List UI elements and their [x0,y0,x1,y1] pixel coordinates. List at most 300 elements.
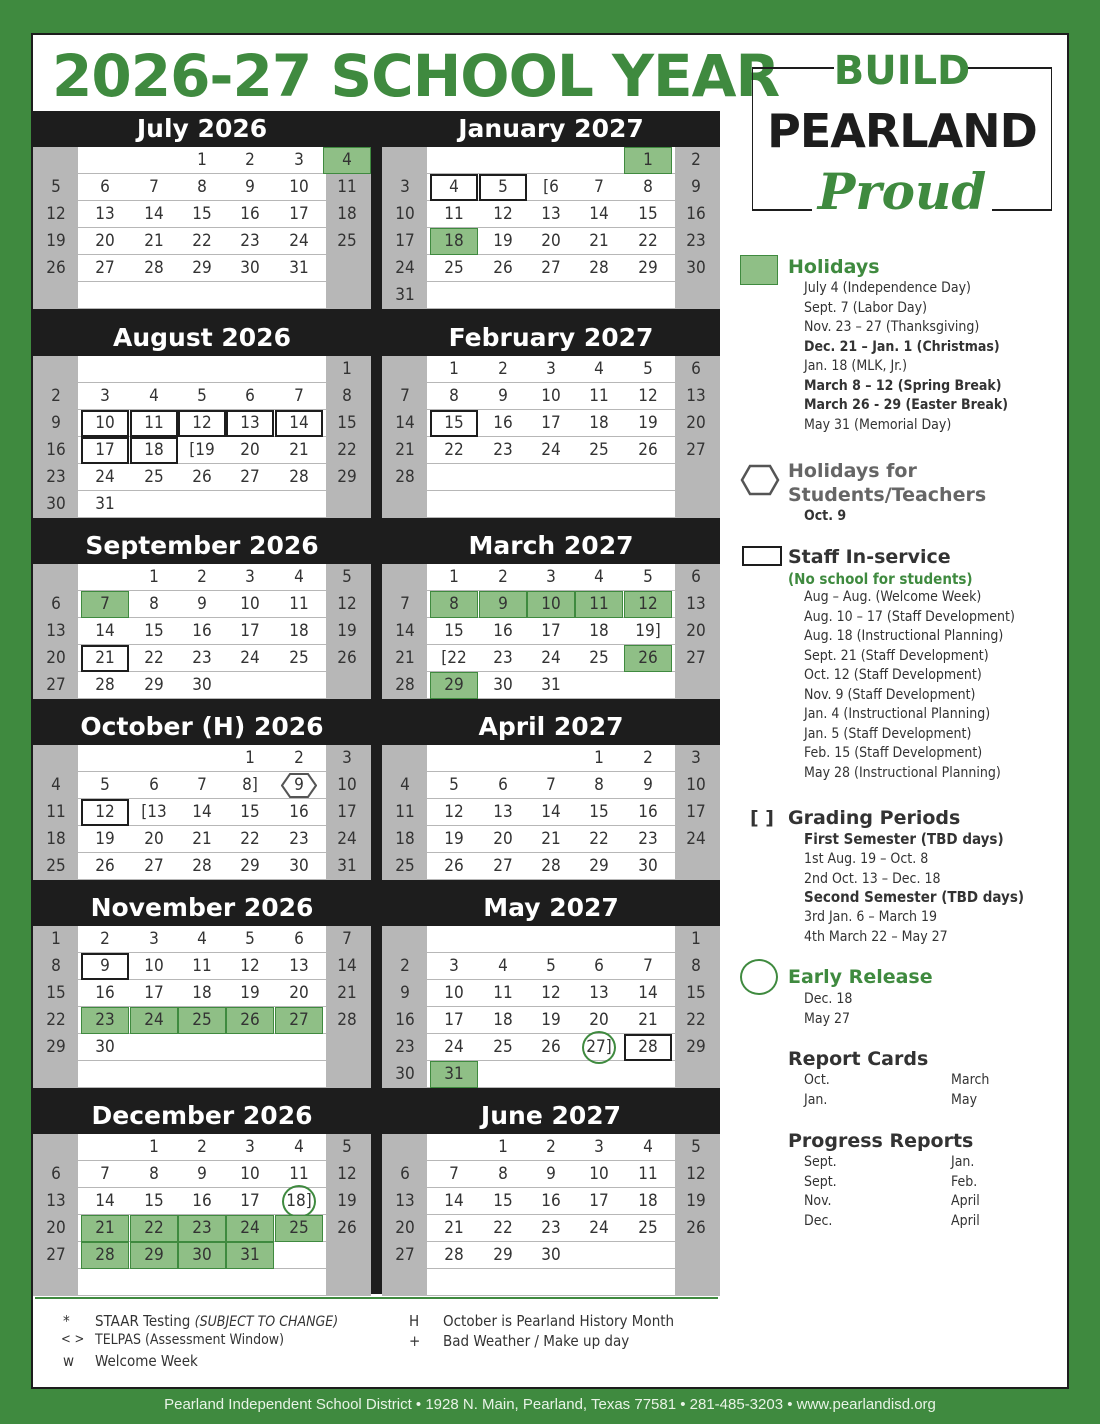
day-cell: 10 [240,1164,260,1184]
day-cell: 18] [275,1188,323,1215]
month-header: April 2027 [382,709,720,745]
day-cell: 21 [395,440,415,460]
day-cell: 10 [337,775,357,795]
day-cell: 29 [192,258,212,278]
note-5-symbol: + [409,1332,421,1350]
note-1-symbol: * [63,1312,70,1330]
day-cell [226,282,274,309]
day-cell: 21 [395,648,415,668]
day-cell: 23 [81,1007,129,1034]
day-cell: 28 [144,258,164,278]
day-cell: 27 [275,1007,323,1034]
brand-proud: Proud [817,162,987,221]
week-row [382,826,720,853]
month-header: July 2026 [33,111,371,147]
day-cell: 4 [294,567,304,587]
day-cell: 22 [686,1010,706,1030]
day-cell: 12 [638,386,658,406]
day-cell: 25 [589,648,609,668]
day-cell [575,926,623,953]
day-cell: 27 [686,440,706,460]
inservice-item: Nov. 9 (Staff Development) [804,686,976,703]
day-cell: 16 [541,1191,561,1211]
day-cell: 6 [294,929,304,949]
day-cell: 18 [493,1010,513,1030]
day-cell: 10 [81,410,129,437]
week-row [382,410,720,437]
day-cell: 1 [149,1137,159,1157]
day-cell: 18 [395,829,415,849]
month-april-2027 [382,709,720,880]
day-cell: 29 [240,856,260,876]
day-cell [81,564,129,591]
day-cell [575,464,623,491]
week-row [33,953,371,980]
day-cell [323,1061,371,1088]
day-cell: 23 [638,829,658,849]
day-cell: 15 [144,1191,164,1211]
day-cell: 8] [242,775,258,795]
day-cell: 7 [400,386,410,406]
day-cell: 30 [493,675,513,695]
day-cell: 24 [289,231,309,251]
progress-reports-right [883,1153,1033,1231]
page-title: 2026-27 SCHOOL YEAR [52,42,780,110]
note-3-text: Welcome Week [95,1352,198,1370]
footer: Pearland Independent School District • 1928 N. Main, Pearland, Texas 77581 • 281-485-3203 • www.pearlandisd.org [164,1396,936,1413]
day-cell: 3 [594,1137,604,1157]
month-header: October (H) 2026 [33,709,371,745]
month-november-2026 [33,890,371,1088]
day-cell: 20 [144,829,164,849]
inservice-item: Jan. 4 (Instructional Planning) [804,706,991,722]
day-cell: 20 [541,231,561,251]
week-row [382,356,720,383]
day-cell [323,1242,371,1269]
day-cell: 16 [638,802,658,822]
day-cell: 21 [81,1215,129,1242]
day-cell [381,491,429,518]
grading-sem1: First Semester (TBD days) [804,830,1004,848]
day-cell: 5 [342,1137,352,1157]
week-row [33,147,371,174]
month-january-2027 [382,111,720,309]
day-cell [323,1034,371,1061]
day-cell [479,282,527,309]
day-cell [226,491,274,518]
day-cell: 25 [395,856,415,876]
holidays-title: Holidays [788,256,880,278]
month-october-h-2026 [33,709,371,880]
holiday-item: Jan. 18 (MLK, Jr.) [804,358,908,374]
week-row [33,228,371,255]
holiday-item: May 31 (Memorial Day) [804,416,952,433]
week-row [382,1188,720,1215]
day-cell: 5 [643,359,653,379]
day-cell [130,147,178,174]
progress-report-item: Nov. [804,1193,832,1209]
day-cell: 24 [337,829,357,849]
st-holidays-title-1: Holidays for [788,460,917,482]
day-cell: 11 [638,1164,658,1184]
day-cell [323,255,371,282]
month-december-2026 [33,1098,371,1296]
week-row [33,826,371,853]
month-days [33,147,371,309]
week-row [33,672,371,699]
day-cell: 19 [638,413,658,433]
day-cell: 9 [197,1164,207,1184]
day-cell: 18 [337,204,357,224]
month-days [382,564,720,699]
brand-logo [752,48,1052,222]
day-cell: 11 [589,386,609,406]
week-row [382,491,720,518]
day-cell: 14 [275,410,323,437]
week-row [382,645,720,672]
day-cell: 1 [594,748,604,768]
day-cell: 18 [589,413,609,433]
day-cell: 12 [337,594,357,614]
day-cell: 30 [289,856,309,876]
day-cell [323,1269,371,1296]
day-cell: 17 [541,621,561,641]
day-cell: 19 [493,231,513,251]
holiday-item: Dec. 21 – Jan. 1 (Christmas) [804,338,1000,355]
month-july-2026 [33,111,371,309]
day-cell: 2 [498,359,508,379]
month-header: January 2027 [382,111,720,147]
st-holidays-item: Oct. 9 [804,508,847,524]
day-cell: 8 [149,594,159,614]
day-cell: 6 [498,775,508,795]
day-cell: 5 [100,775,110,795]
day-cell: 13 [46,1191,66,1211]
day-cell: 26 [226,1007,274,1034]
day-cell: 16 [192,1191,212,1211]
day-cell [226,1269,274,1296]
day-cell [275,356,323,383]
progress-reports-title: Progress Reports [788,1130,974,1152]
day-cell [32,1061,80,1088]
day-cell: 19 [541,1010,561,1030]
early-release-item: Dec. 18 [804,991,853,1007]
day-cell: 12 [541,983,561,1003]
week-row [33,618,371,645]
day-cell: 12 [178,410,226,437]
day-cell: 24 [130,1007,178,1034]
day-cell: 31 [337,856,357,876]
day-cell [527,147,575,174]
day-cell: 9 [479,591,527,618]
day-cell: 8 [197,177,207,197]
inservice-item: Oct. 12 (Staff Development) [804,667,982,683]
day-cell [575,282,623,309]
month-august-2026 [33,320,371,518]
day-cell: 19 [337,621,357,641]
day-cell: 9 [643,775,653,795]
day-cell [672,853,720,880]
day-cell [32,356,80,383]
week-row [33,464,371,491]
day-cell: 30 [46,494,66,514]
day-cell: 7 [149,177,159,197]
day-cell: 25 [589,440,609,460]
day-cell [81,147,129,174]
day-cell: 11 [192,956,212,976]
day-cell: 1 [691,929,701,949]
holiday-item: July 4 (Independence Day) [804,280,971,296]
day-cell: 17 [144,983,164,1003]
day-cell: 22 [144,648,164,668]
day-cell [672,1242,720,1269]
grading-sem1-periods [736,850,1066,889]
day-cell: 18 [46,829,66,849]
day-cell: 5 [51,177,61,197]
day-cell: 13 [395,1191,415,1211]
day-cell: 9 [691,177,701,197]
day-cell [178,491,226,518]
day-cell: 4 [323,147,371,174]
day-cell: 23 [178,1215,226,1242]
progress-report-item: Dec. [804,1212,833,1229]
day-cell: 19 [240,983,260,1003]
day-cell: 27] [575,1034,623,1061]
month-header: November 2026 [33,890,371,926]
day-cell: 4 [594,359,604,379]
day-cell: 3 [100,386,110,406]
day-cell: 27 [144,856,164,876]
day-cell: 17 [395,231,415,251]
month-may-2027 [382,890,720,1088]
week-row [382,853,720,880]
day-cell: 2 [546,1137,556,1157]
day-cell: 10 [289,177,309,197]
week-row [382,437,720,464]
day-cell: 2 [197,1137,207,1157]
holiday-item: Nov. 23 – 27 (Thanksgiving) [804,319,980,335]
day-cell [527,745,575,772]
hexagon-icon [281,773,317,798]
day-cell: 16 [192,621,212,641]
day-cell: 13 [46,621,66,641]
week-row [382,926,720,953]
week-row [33,926,371,953]
day-cell: 20 [46,1218,66,1238]
day-cell: 15 [46,983,66,1003]
day-cell: 7 [81,591,129,618]
day-cell: 3 [342,748,352,768]
day-cell: 14 [192,802,212,822]
day-cell: 22 [240,829,260,849]
day-cell: 14 [144,204,164,224]
day-cell: 28 [337,1010,357,1030]
day-cell [226,672,274,699]
day-cell: 15 [686,983,706,1003]
day-cell [430,464,478,491]
day-cell: 7 [546,775,556,795]
inservice-box-icon [742,546,782,566]
day-cell: 4 [498,956,508,976]
day-cell: 28 [395,467,415,487]
note-1-italic: (SUBJECT TO CHANGE) [194,1314,339,1330]
day-cell: 31 [430,1061,478,1088]
week-row [33,1215,371,1242]
day-cell: 31 [395,285,415,305]
day-cell: 21 [289,440,309,460]
early-release-title: Early Release [788,966,933,988]
day-cell: 15 [493,1191,513,1211]
day-cell: 3 [449,956,459,976]
day-cell: 14 [541,802,561,822]
month-days [33,564,371,699]
week-row [382,1007,720,1034]
day-cell [479,1269,527,1296]
day-cell: 10 [240,594,260,614]
day-cell [479,745,527,772]
day-cell: 22 [638,231,658,251]
note-1-text: STAAR Testing [95,1312,191,1330]
day-cell [226,1034,274,1061]
day-cell: 8 [149,1164,159,1184]
week-row [382,591,720,618]
inservice-subtitle: (No school for students) [788,570,973,588]
week-row [33,745,371,772]
day-cell: 2 [245,150,255,170]
day-cell: 30 [541,1245,561,1265]
day-cell [430,1269,478,1296]
day-cell: 5 [449,775,459,795]
week-row [33,491,371,518]
day-cell: 22 [192,231,212,251]
brand-build: BUILD [833,48,971,94]
day-cell: 1 [197,150,207,170]
week-row [33,1242,371,1269]
day-cell: 21 [192,829,212,849]
month-march-2027 [382,528,720,699]
day-cell: 14 [395,413,415,433]
day-cell [130,1061,178,1088]
day-cell: 27 [46,675,66,695]
day-cell: 28 [81,1242,129,1269]
day-cell [381,356,429,383]
day-cell: 2 [643,748,653,768]
week-row [382,255,720,282]
early-release-list [736,990,1066,1029]
day-cell: 12 [493,204,513,224]
day-cell: 15 [192,204,212,224]
day-cell: 20 [686,413,706,433]
week-row [382,1215,720,1242]
day-cell: 26 [95,856,115,876]
day-cell [527,1269,575,1296]
day-cell: 8 [691,956,701,976]
day-cell [527,282,575,309]
early-release-circle-icon [582,1031,616,1064]
month-days [382,356,720,518]
day-cell: 26 [444,856,464,876]
day-cell: 25 [178,1007,226,1034]
day-cell: 11 [289,1164,309,1184]
note-4-text: October is Pearland History Month [443,1312,675,1330]
week-row [33,201,371,228]
day-cell [275,491,323,518]
day-cell: 27 [46,1245,66,1265]
day-cell: 7 [449,1164,459,1184]
day-cell: 30 [395,1064,415,1084]
day-cell: 29 [430,672,478,699]
day-cell: 24 [95,467,115,487]
day-cell: 24 [686,829,706,849]
day-cell: 6 [400,1164,410,1184]
day-cell: 13 [541,204,561,224]
day-cell: 17 [686,802,706,822]
day-cell: [19 [189,440,215,460]
day-cell: 8 [51,956,61,976]
day-cell: 22 [493,1218,513,1238]
day-cell: 10 [541,386,561,406]
day-cell: 18 [589,621,609,641]
day-cell: 14 [395,621,415,641]
day-cell: 9 [546,1164,556,1184]
day-cell [479,1061,527,1088]
week-row [382,953,720,980]
week-row [33,772,371,799]
day-cell: 20 [46,648,66,668]
day-cell: 8 [498,1164,508,1184]
day-cell [430,745,478,772]
day-cell: 29 [589,856,609,876]
progress-report-item: Feb. [951,1173,978,1190]
day-cell: 2 [294,748,304,768]
day-cell [178,1269,226,1296]
week-row [33,437,371,464]
day-cell: 9 [197,594,207,614]
progress-report-item: Sept. [804,1154,837,1170]
week-row [382,1061,720,1088]
report-card-item: Oct. [804,1072,830,1088]
day-cell: 22 [589,829,609,849]
day-cell: 4 [149,386,159,406]
day-cell: 22 [337,440,357,460]
day-cell: 8 [342,386,352,406]
day-cell: 24 [226,1215,274,1242]
holiday-item: March 26 - 29 (Easter Break) [804,397,1008,413]
day-cell: 6 [51,594,61,614]
week-row [382,799,720,826]
day-cell [381,926,429,953]
month-days [33,1134,371,1296]
day-cell: 2 [498,567,508,587]
note-2-text: TELPAS (Assessment Window) [95,1332,284,1348]
day-cell: 29 [493,1245,513,1265]
day-cell: 17 [240,621,260,641]
day-cell: 4 [594,567,604,587]
day-cell [527,1061,575,1088]
day-cell [575,672,623,699]
day-cell: 5 [643,567,653,587]
day-cell [130,1034,178,1061]
day-cell: 14 [95,1191,115,1211]
day-cell: 9 [51,413,61,433]
month-header: September 2026 [33,528,371,564]
inservice-item: Sept. 21 (Staff Development) [804,647,989,664]
day-cell: 14 [95,621,115,641]
day-cell: 15 [638,204,658,224]
day-cell [624,672,672,699]
day-cell: 22 [130,1215,178,1242]
day-cell: 11 [130,410,178,437]
